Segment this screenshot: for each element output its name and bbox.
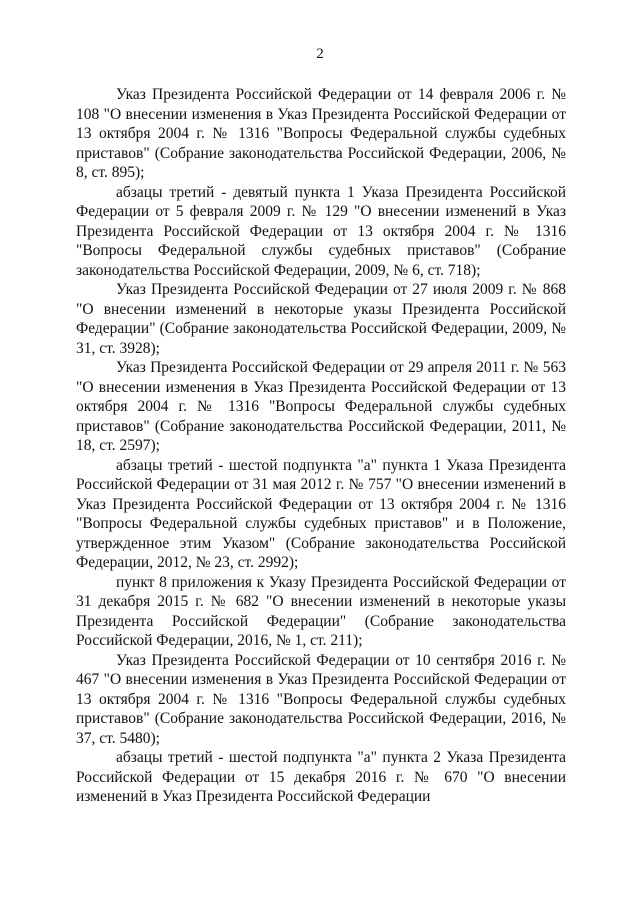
paragraph-decree-2006: Указ Президента Российской Федерации от 14 февраля 2006 г. № 108 "О внесении изменения в Указ Президента Российской Федерации от 13 октября 2004 г. № 1316 "Вопросы Федеральной службы судебных приставов" (Собрание законодательства Российской Федерации, 2006, № 8, ст. 895); <box>76 86 566 181</box>
paragraph-decree-2015: пункт 8 приложения к Указу Президента Российской Федерации от 31 декабря 2015 г. № 682 "О внесении изменений в некоторые указы Президента Российской Федерации" (Собрание законодательства Российской Федерации, 2016, № 1, ст. 211); <box>76 573 566 649</box>
paragraph-decree-2016-dec: абзацы третий - шестой подпункта "а" пункта 2 Указа Президента Российской Федерации от 15 декабря 2016 г. № 670 "О внесении изменений в Указ Президента Российской Федерации <box>76 749 566 805</box>
paragraph-decree-2009-feb: абзацы третий - девятый пункта 1 Указа Президента Российской Федерации от 5 февраля 2009 г. № 129 "О внесении изменений в Указ Президента Российской Федерации от 13 октября 2004 г. № 1316 "Вопросы Федеральной службы судебных приставов" (Собрание законодательства Российской Федерации, 2009, № 6, ст. 718); <box>76 183 566 279</box>
page-number: 2 <box>316 46 324 62</box>
paragraph-decree-2012: абзацы третий - шестой подпункта "а" пункта 1 Указа Президента Российской Федерации от 31 мая 2012 г. № 757 "О внесении изменений в Указ Президента Российской Федерации от 13 октября 2004 г. № 1316 "Вопросы Федеральной службы судебных приставов" и в Положение, утвержденное этим Указом" (Собрание законодательства Российской Федерации, 2012, № 23, ст. 2992); <box>76 456 566 571</box>
document-body <box>76 85 566 807</box>
paragraph-decree-2011: Указ Президента Российской Федерации от 29 апреля 2011 г. № 563 "О внесении изменения в Указ Президента Российской Федерации от 13 октября 2004 г. № 1316 "Вопросы Федеральной службы судебных приставов" (Собрание законодательства Российской Федерации, 2011, № 18, ст. 2597); <box>76 359 566 454</box>
paragraph-decree-2016-sep: Указ Президента Российской Федерации от 10 сентября 2016 г. № 467 "О внесении изменения в Указ Президента Российской Федерации от 13 октября 2004 г. № 1316 "Вопросы Федеральной службы судебных приставов" (Собрание законодательства Российской Федерации, 2016, № 37, ст. 5480); <box>76 651 566 747</box>
paragraph-decree-2009-jul: Указ Президента Российской Федерации от 27 июля 2009 г. № 868 "О внесении изменений в некоторые указы Президента Российской Федерации" (Собрание законодательства Российской Федерации, 2009, № 31, ст. 3928); <box>76 281 566 357</box>
